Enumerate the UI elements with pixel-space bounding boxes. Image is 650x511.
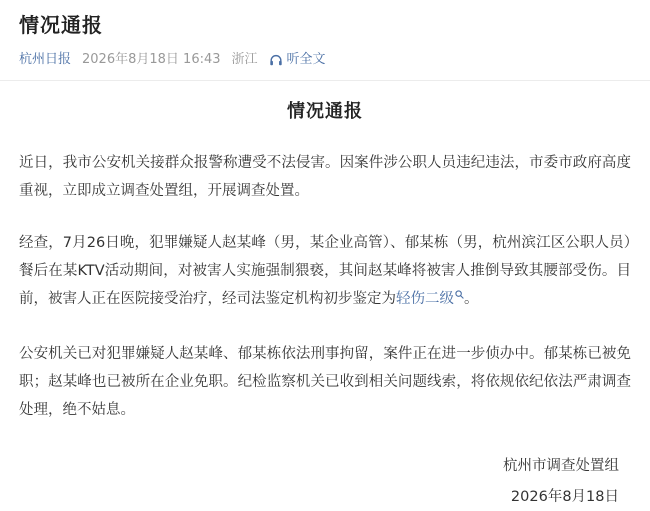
paragraph-2-text: 经查，7月26日晚，犯罪嫌疑人赵某峰（男，某企业高管）、郁某栋（男，杭州滨江区公职人员）餐后在某KTV活动期间，对被害人实施强制猥亵，其间赵某峰将被害人推倒导致其腰部受伤。目前，被害人正在医院接受治疗，经司法鉴定机构初步鉴定为: [19, 235, 631, 307]
source-link[interactable]: 杭州日报: [19, 52, 72, 67]
signature-organization: 杭州市调查处置组: [503, 458, 619, 474]
signature-date: 2026年8月18日: [510, 489, 619, 505]
header-divider: [0, 80, 650, 81]
article-meta: [19, 50, 326, 70]
listen-button[interactable]: [269, 50, 326, 70]
page-title: 情况通报: [19, 13, 103, 37]
injury-grade-link[interactable]: [396, 291, 464, 307]
publish-time: 2026年8月18日 16:43: [82, 52, 221, 67]
region-label: 浙江: [231, 52, 258, 67]
search-icon: [455, 290, 464, 299]
headphones-icon: [269, 53, 283, 67]
injury-grade-link-text: 轻伤二级: [396, 291, 454, 307]
paragraph-2-end: 。: [464, 291, 479, 307]
paragraph-1: 近日，我市公安机关接群众报警称遭受不法侵害。因案件涉公职人员违纪违法，市委市政府高度重视，立即成立调查处置组，开展调查处置。: [19, 155, 631, 199]
paragraph-2: [19, 229, 631, 313]
listen-label: 听全文: [286, 52, 326, 67]
paragraph-3: 公安机关已对犯罪嫌疑人赵某峰、郁某栋依法刑事拘留，案件正在进一步侦办中。郁某栋已被免职；赵某峰也已被所在企业免职。纪检监察机关已收到相关问题线索，将依规依纪依法严肃调查处理，绝不姑息。: [19, 346, 631, 418]
notice-title: 情况通报: [287, 101, 363, 122]
